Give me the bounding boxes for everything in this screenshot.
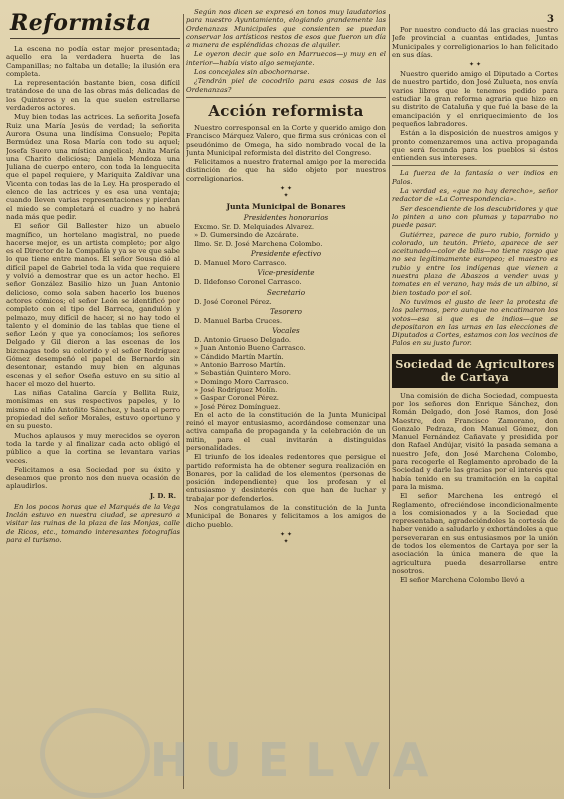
list-item: » José Rodríguez Molín.: [194, 385, 278, 394]
subheading: Presidentes honorarios: [243, 213, 329, 223]
page-number: 3: [547, 14, 554, 25]
paragraph: La escena no podía estar mejor presentada; aquello era la verdadera huerta de las Campanillas; no faltaba un detalle; la ilusión era completa.: [6, 45, 180, 78]
subheading: Tesorero: [270, 306, 302, 316]
paragraph: Por nuestro conducto dá las gracias nuestro Jefe provincial a cuantas entidades, Juntas Municipales y correligionarios lo han felicitado en sus días.: [392, 26, 558, 59]
list-item: » José Pérez Domínguez.: [194, 402, 281, 411]
italic-paragraph: Gutiérrez, parece de puro rubio, fornido y colorado, un teutón. Prieto, aparece de ser aceitunado—color de bilis—no tiene rasgo que no sea legítimamente europeo; el maestro es rubio y entre los indígenas que vienen a nuestra plaza de Abaszos a vender uvas y tomates en el verano, hay más de un albino, si bien tostado por el sol.: [392, 230, 558, 297]
section-banner: Sociedad de Agricultores de Cartaya: [392, 354, 558, 388]
list-item: » D. Gumersindo de Azcárate.: [194, 231, 299, 240]
paragraph: Están a la disposición de nuestros amigos y pronto comenzaremos una activa propaganda que será fecunda para los pueblos si éstos entienden sus intereses.: [392, 129, 558, 163]
divider: [186, 97, 386, 98]
masthead-title: Reformista: [10, 10, 180, 39]
paragraph: Nos congratulamos de la constitución de la Junta Municipal de Bonares y felicitamos a los amigos de dicho pueblo.: [186, 504, 386, 529]
italic-paragraph: No tuvimos el gusto de leer la protesta de los palermos, pero aunque no encatimaron los votos—esa si que es de indios—que se depositaron en las urnas en las elecciones de Diputados a Cortes, estamos con los vecinos de Palos en su justo furor.: [392, 297, 558, 348]
honorary-list: [186, 223, 386, 248]
archive-stamp-circle: [40, 708, 150, 798]
paragraph: Una comisión de dicha Sociedad, compuesta por los señores don Enrique Sánchez, don Román Delgado, don José Ramos, don José Maestre, don Francisco Zamorano, don Gonzalo Pedraza, don Manuel Gómez, don Manuel Fernández Cañavate y presidida por don Rafael Andújar, visitó la pasada semana a nuestro Jefe, don José Marchena Colombo, para recogerle el Reglamento aprobado de la Sociedad y darle las gracias por el interés que había tenido en su tramitación en la capital para la misma.: [392, 391, 558, 491]
subheading: Vocales: [272, 326, 300, 336]
paragraph: Felicitamos a nuestro fraternal amigo por la merecida distinción de que ha sido objeto por nuestros correligionarios.: [186, 158, 386, 183]
paragraph: El señor Marchena Colombo llevó a: [400, 576, 525, 585]
italic-paragraph: Ser descendiente de los descubridores y que lo pinten a uno con plumas y taparrabo no puede pasar.: [392, 204, 558, 230]
ornament-stars: ✦ ✦ ✦: [280, 185, 292, 200]
list-item: » Cándido Martín Martín.: [194, 352, 284, 361]
list-item: » Juan Antonio Bueno Carrasco.: [194, 344, 306, 353]
article-headline: Acción reformista: [208, 101, 364, 120]
subheading: Presidente efectivo: [250, 248, 322, 258]
paragraph: Nuestro corresponsal en la Corte y querido amigo don Francisco Márquez Valero, que firma sus crónicas con el pseudónimo de Omega, ha sido nombrado vocal de la Junta Municipal reformista del distrito del Congreso.: [186, 123, 386, 157]
paragraph: El señor Marchena les entregó el Reglamento, ofreciéndose incondicionalmente a los comisionados y a la Sociedad que representaban, agradeciéndoles la cortesía de haber venido a saludarlo y exhortándoles a que perseveraran en sus entusiasmos por la unión de todos los elementos de Cartaya por ser la asociación la única manera de que la agricultura pueda desarrollarse entre nosotros.: [392, 492, 558, 575]
archive-watermark: HUELVA: [150, 733, 445, 787]
paragraph: Muy bien todas las actrices. La señorita Josefa Ruiz una María Jesús de verdad; la señorita Aurora Osuna una lindísima Consuelo; Pepita Bermúdez una Rosa María con todo su aquel; Josefa Suero una mística angelical; Anita María una Charito deliciosa; Daniela Mendoza una Juliana de cuerpo entero, con toda la lenguecita que el papel requiere, y Mariquita Zaldívar una Vicenta con todas las de la Ley. Ha prosperado el elenco de las actrices y es esa una ventaja; cuando lleven varias representaciones y pierdan el miedo se completará el cuadro y no habrá nada más que pedir.: [6, 113, 180, 221]
paragraph: El señor Gil Ballester hizo un abuelo magnífico, un hortelano magistral, no puede hacerse mejor, es un artista completo; por algo es el Director de la Compañía y ya se ve que sabe lo que tiene entre manos. El señor Sousa dió al difícil papel de Gabriel toda la vida que requiere y volvió a demostrar que es un actor hecho. El señor González Basilio hizo un Juan Antonio delicioso, como sola saben hacerlo los buenos actores cómicos; el señor León se identificó por completo con el tipo del Barreca, gandulón y pelmazo, muy difícil de hacer, si no hay todo el talento y el dominio de las tablas que tiene el señor León y que ya conocíamos; los señores Delgado y Gil dieron a las escenas de los bizcnagas todo su colorido y el señor Rodríguez Gómez desempeñó el papel de Bernardo sin desentonar, estando muy bien en algunas escenas y el señor Oseña estuvo en su sitio al hacer el mozo del huerto.: [6, 222, 180, 388]
list-item: Excmo. Sr. D. Melquiades Alvarez.: [194, 223, 315, 232]
italic-paragraph: Según nos dicen se expresó en tonos muy laudatorios para nuestro Ayuntamiento, elogiando grandemente las Ordenanzas Municipales que consienten se puedan conservar los artísticos restos de esos que fueron un día a manera de espléndidas chozas de alquiler.: [186, 8, 386, 50]
list-item: » Domingo Moro Carrasco.: [194, 377, 289, 386]
italic-paragraph: Los concejales sin abochornarse.: [194, 68, 310, 77]
italic-paragraph: La verdad es, «que no hay derecho», señor redactor de «La Correspondencia».: [392, 187, 558, 204]
divider: [392, 165, 558, 166]
paragraph: Felicitamos a esa Sociedad por su éxito y deseamos que pronto nos den nueva ocasión de aplaudirlos.: [6, 465, 180, 491]
column-rule: [183, 14, 184, 789]
paragraph: Muchos aplausos y muy merecidos se oyeron toda la tarde y al finalizar cada acto obligó el público a que la cortina se levantara varias veces.: [6, 431, 180, 465]
paragraph: Nuestro querido amigo el Diputado a Cortes de nuestro partido, don José Zulueta, nos envía varios libros que le tenemos pedido para estudiar la gran reforma agraria que hizo en su distrito de Cataluña y que fué la base de la emancipación y el enriquecimiento de los pequeños labradores.: [392, 70, 558, 128]
signature: J. D. R.: [149, 491, 176, 500]
paragraph: En el acto de la constitución de la Junta Municipal reinó el mayor entusiasmo, acordándose comenzar una activa campaña de propaganda y la celebración de un mitin, para el cual invitarán a distinguidas personalidades.: [186, 410, 386, 452]
paragraph: La representación bastante bien, cosa difícil tratándose de una de las obras más delicadas de los Quinteros y en la que suelen estrellarse verdaderos actores.: [6, 79, 180, 113]
column-1: [6, 8, 180, 793]
ornament-stars: ✦ ✦: [469, 61, 481, 69]
paragraph: Las niñas Catalina García y Bellita Ruiz, monísimas en sus respectivos papeles, y lo mismo el niño Antoñito Sánchez, y hasta el perro propiedad del señor Morales, estuvo oportuno y en su puesto.: [6, 389, 180, 431]
ornament-stars: ✦ ✦ ✦: [280, 530, 292, 545]
list-item: Ilmo. Sr. D. José Marchena Colombo.: [194, 239, 323, 248]
subheading: Vice-presidente: [257, 268, 315, 278]
list-item: D. Antonio Grueso Delgado.: [194, 336, 292, 345]
list-item: » Sebastián Quintero Moro.: [194, 369, 291, 378]
subheading: Secretario: [266, 287, 306, 297]
list-item: D. José Coronel Pérez.: [194, 297, 272, 306]
italic-paragraph: La fuerza de la fantasía o ver indios en Palos.: [392, 169, 558, 186]
italic-paragraph: Le oyeron decir que solo en Marruecos—y muy en el interior—había visto algo semejante.: [186, 50, 386, 67]
paragraph: El triunfo de los ideales redentores que persigue el partido reformista ha de obtener segura realización en Bonares, por la calidad de los elementos (personas de posición independiente) que los profesan y el entusiasmo y desinterés con que han de luchar y trabajar por defenderlos.: [186, 453, 386, 503]
list-item: » Gaspar Coronel Pérez.: [194, 394, 279, 403]
column-rule: [389, 14, 390, 789]
column-2: [186, 8, 386, 793]
italic-note: En los pocos horas que el Marqués de la Vega Inclán estuvo en nuestra ciudad, se apresuró a visitar las ruinas de la plaza de las Monjas, calle de Ricos, etc., tomando interesantes fotografías para el turismo.: [6, 502, 180, 544]
section-heading: Junta Municipal de Bonares: [226, 202, 346, 212]
column-3: [392, 8, 558, 793]
list-item: D. Manuel Moro Carrasco.: [194, 258, 287, 267]
vocales-list: [186, 336, 386, 411]
list-item: D. Ildefonso Coronel Carrasco.: [194, 278, 302, 287]
list-item: D. Manuel Barba Cruces.: [194, 316, 283, 325]
list-item: » Antonio Barroso Martín.: [194, 361, 286, 370]
italic-paragraph: ¿Tendrán piel de cocodrilo para esas cosas de las Ordenanzas?: [186, 77, 386, 94]
